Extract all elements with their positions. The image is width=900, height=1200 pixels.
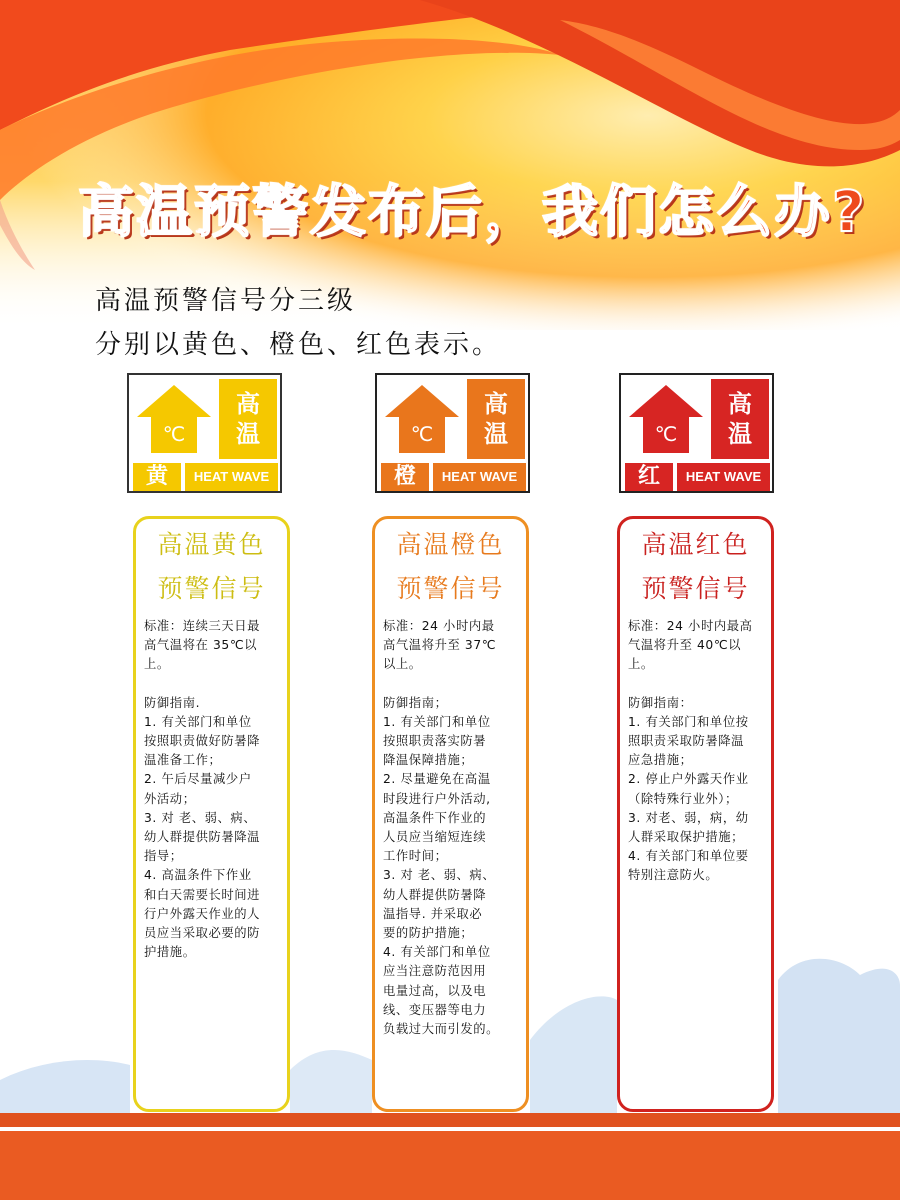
card-text-line: 人员应当缩短连续 [383,830,487,845]
card-heading-line-1: 高温橙色 [396,530,505,559]
signal-word: 高 温 [467,379,525,459]
card-text-line: 4. 有关部门和单位 [383,945,491,960]
orange-heat-signal-icon [375,373,530,493]
intro-line-2: 分别以黄色、橙色、红色表示。 [95,330,502,360]
card-text-line: 按照职责做好防暑降 [144,734,261,749]
signal-level: 橙 [381,463,429,491]
card-text-line: （除特殊行业外）； [628,791,738,806]
card-text-line: 防御指南： [628,695,693,710]
card-text-line: 2. 尽量避免在高温 [383,772,491,787]
signal-level: 黄 [133,463,181,491]
card-text-line: 指导； [144,849,183,864]
card-text-line: 外活动； [144,791,196,806]
card-text-line: 标准：24 小时内最高 [628,619,753,633]
card-text-line: 线、变压器等电力 [383,1002,487,1017]
card-text-line: 要的防护措施； [383,926,474,941]
celsius-icon: ℃ [410,422,434,446]
card-text-line: 防御指南； [383,695,448,710]
card-text-line: 工作时间； [383,849,448,864]
signal-word: 高 温 [711,379,769,459]
house-icon [627,381,705,459]
card-text-line: 照职责采取防暑降温 [628,734,745,749]
card-text-line: 3. 对 老、弱、病、 [383,868,496,883]
card-heading [620,523,771,611]
card-heading [136,523,287,611]
card-text-line: 温准备工作； [144,753,222,768]
house-icon [135,381,213,459]
card-text-line: 降温保障措施； [383,753,474,768]
card-text-line: 标准：连续三天日最 [144,619,261,633]
card-text-line: 护措施。 [144,945,196,960]
card-text-line: 1. 有关部门和单位按 [628,714,749,729]
card-text-line: 特别注意防火。 [628,868,719,883]
card-text-line: 行户外露天作业的人 [144,906,261,921]
house-icon [383,381,461,459]
red-warning-card [617,516,774,1112]
card-heading-line-2: 预警信号 [157,574,266,603]
card-text-line: 上。 [628,657,654,672]
card-text-line: 气温将升至 40℃以 [628,638,742,653]
bottom-stripe [0,1113,900,1127]
card-text-line: 防御指南. [144,695,201,710]
card-text-line: 人群采取保护措施； [628,830,745,845]
card-body [136,611,287,962]
card-text-line: 和白天需要长时间进 [144,887,261,902]
card-body [375,611,526,1039]
card-text-line: 上。 [144,657,170,672]
card-text-line: 按照职责落实防暑 [383,734,487,749]
card-text-line: 2. 停止户外露天作业 [628,772,749,787]
celsius-icon: ℃ [654,422,678,446]
card-text-line: 员应当采取必要的防 [144,926,261,941]
signal-heat-wave: HEAT WAVE [677,463,770,491]
card-text-line: 负载过大而引发的。 [383,1022,500,1037]
card-text-line: 2. 午后尽量减少户 [144,772,252,787]
card-text-line: 幼人群提供防暑降 [383,887,487,902]
intro-line-1: 高温预警信号分三级 [95,286,357,316]
card-text-line: 3. 对 老、弱、病、 [144,810,257,825]
orange-warning-card [372,516,529,1112]
celsius-icon: ℃ [162,422,186,446]
signal-level: 红 [625,463,673,491]
card-body [620,611,771,886]
card-text-line: 温指导. 并采取必 [383,906,483,921]
card-text-line: 高气温将在 35℃以 [144,638,258,653]
card-text-line: 应急措施； [628,753,693,768]
card-text-line: 1. 有关部门和单位 [144,714,252,729]
card-heading-line-1: 高温黄色 [157,530,266,559]
card-text-line: 1. 有关部门和单位 [383,714,491,729]
card-text-line: 高温条件下作业的 [383,810,487,825]
page-title: 高温预警发布后，我们怎么办? [78,180,867,245]
signal-word: 高 温 [219,379,277,459]
card-gap [144,675,280,694]
card-heading-line-2: 预警信号 [396,574,505,603]
card-gap [628,675,764,694]
card-heading [375,523,526,611]
card-text-line: 幼人群提供防暑降温 [144,830,261,845]
card-heading-line-1: 高温红色 [641,530,750,559]
card-text-line: 应当注意防范因用 [383,964,487,979]
card-text-line: 3. 对老、弱，病，幼 [628,810,749,825]
card-gap [383,675,519,694]
card-text-line: 高气温将升至 37℃ [383,638,497,653]
card-text-line: 4. 高温条件下作业 [144,868,252,883]
card-text-line: 电量过高，以及电 [383,983,487,998]
signal-heat-wave: HEAT WAVE [185,463,278,491]
card-text-line: 以上。 [383,657,422,672]
yellow-heat-signal-icon [127,373,282,493]
red-heat-signal-icon [619,373,774,493]
card-text-line: 4. 有关部门和单位要 [628,849,749,864]
card-heading-line-2: 预警信号 [641,574,750,603]
signal-heat-wave: HEAT WAVE [433,463,526,491]
card-text-line: 时段进行户外活动, [383,791,491,806]
bottom-band [0,1131,900,1200]
yellow-warning-card [133,516,290,1112]
card-text-line: 标准：24 小时内最 [383,619,495,633]
